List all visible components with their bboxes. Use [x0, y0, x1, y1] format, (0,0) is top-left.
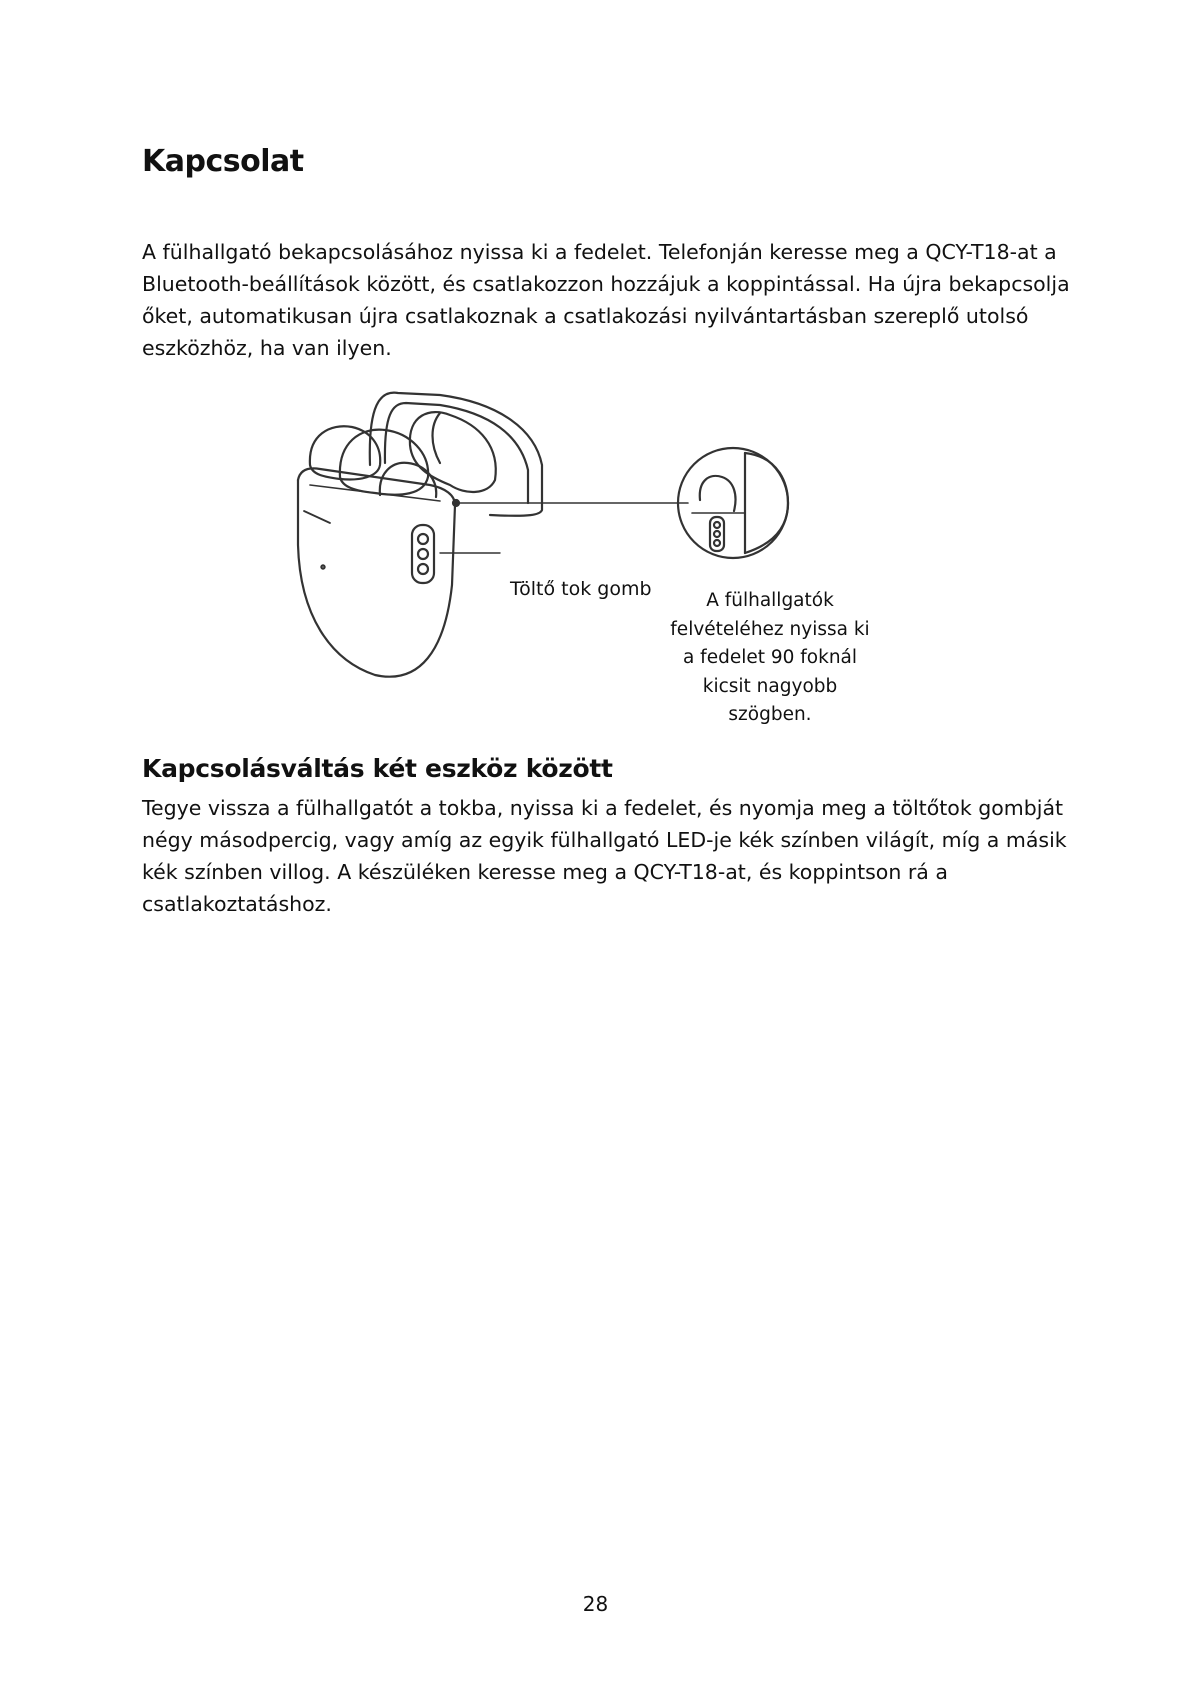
- section-title: Kapcsolásváltás két eszköz között: [142, 754, 613, 783]
- switch-devices-paragraph: Tegye vissza a fülhallgatót a tokba, nyissa ki a fedelet, és nyomja meg a töltőtok gombját négy másodpercig, vagy amíg az egyik fülhallgató LED-je kék színben világít, míg a másik kék színben villog. A készüléken keresse meg a QCY-T18-at, és koppintson rá a csatlakoztatáshoz.: [142, 796, 1067, 916]
- page-number: 28: [582, 1592, 609, 1616]
- case-lid: [370, 393, 542, 516]
- earbuds-case-illustration: [290, 385, 870, 725]
- intro-paragraph: A fülhallgató bekapcsolásához nyissa ki a fedelet. Telefonján keresse meg a QCY-T18-at a Bluetooth-beállítások között, és csatlakozzon hozzájuk a koppintással. Ha újra bekapcsolja őket, automatikusan újra csatlakoznak a csatlakozási nyilvántartásban szereplő utolsó eszközhöz, ha van ilyen.: [142, 240, 1070, 360]
- charging-button-label: Töltő tok gomb: [510, 578, 652, 600]
- page-title: Kapcsolat: [142, 144, 304, 179]
- lid-angle-note: A fülhallgatók felvételéhez nyissa ki a fedelet 90 foknál kicsit nagyobb szögben.: [670, 590, 870, 725]
